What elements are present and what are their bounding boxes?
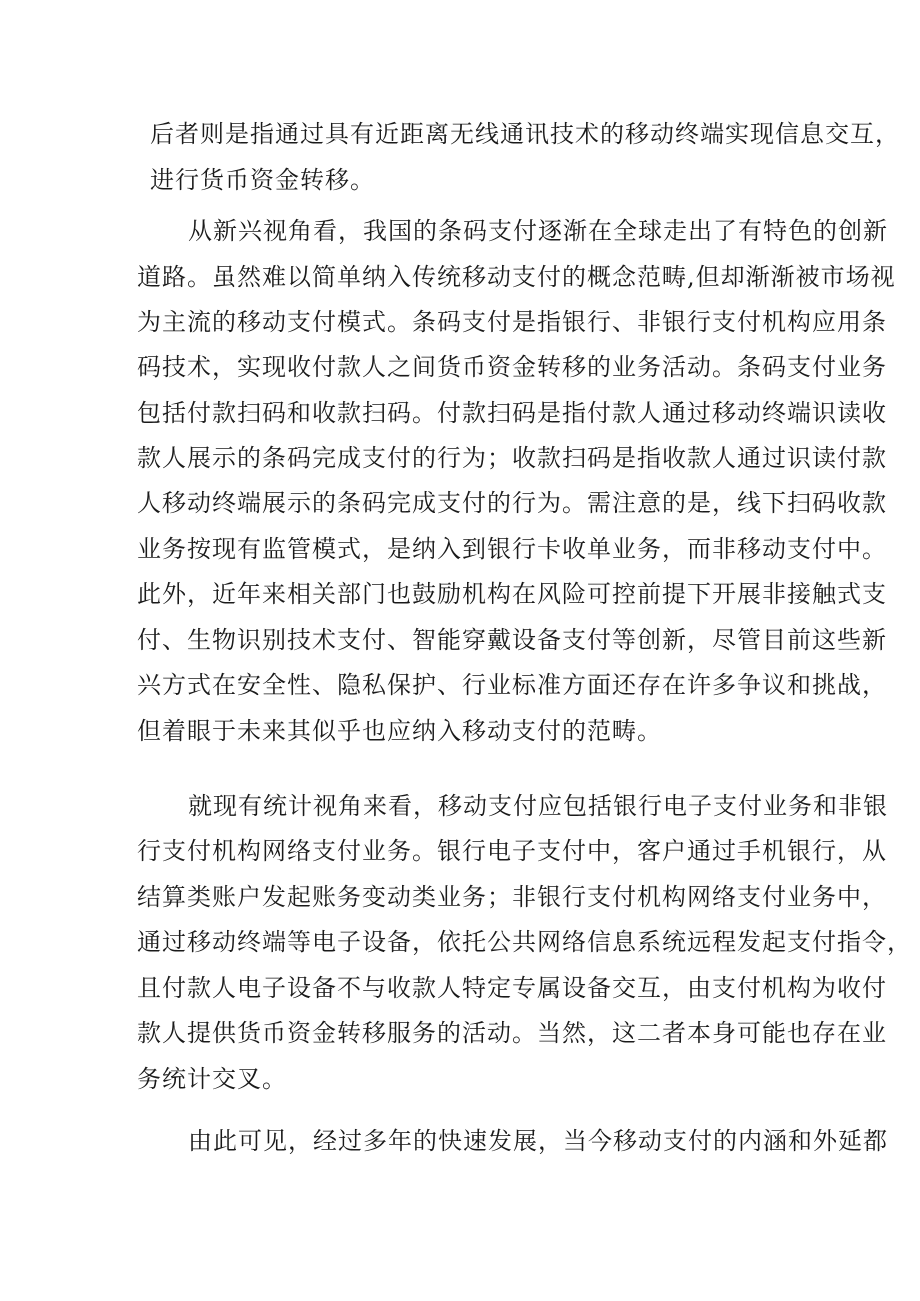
paragraph-2-line-11: 兴方式在安全性、隐私保护、行业标准方面还存在许多争议和挑战， bbox=[137, 671, 887, 699]
paragraph-3-line-7: 务统计交叉。 bbox=[137, 1065, 287, 1093]
paragraph-2-line-5: 包括付款扫码和收款扫码。付款扫码是指付款人通过移动终端识读收 bbox=[137, 399, 887, 427]
paragraph-1-line-1: 后者则是指通过具有近距离无线通讯技术的移动终端实现信息交互， bbox=[150, 120, 900, 148]
paragraph-3-line-1: 就现有统计视角来看，移动支付应包括银行电子支付业务和非银 bbox=[188, 792, 888, 820]
paragraph-2-line-1: 从新兴视角看，我国的条码支付逐渐在全球走出了有特色的创新 bbox=[188, 217, 888, 245]
paragraph-3-line-6: 款人提供货币资金转移服务的活动。当然，这二者本身可能也存在业 bbox=[137, 1019, 887, 1047]
paragraph-2-line-8: 业务按现有监管模式，是纳入到银行卡收单业务，而非移动支付中。 bbox=[137, 535, 887, 563]
paragraph-2-line-12: 但着眼于未来其似乎也应纳入移动支付的范畴。 bbox=[137, 717, 662, 745]
paragraph-2-line-7: 人移动终端展示的条码完成支付的行为。需注意的是，线下扫码收款 bbox=[137, 489, 887, 517]
paragraph-2-line-3: 为主流的移动支付模式。条码支付是指银行、非银行支付机构应用条 bbox=[137, 308, 887, 336]
paragraph-3-line-4: 通过移动终端等电子设备，依托公共网络信息系统远程发起支付指令， bbox=[137, 928, 912, 956]
paragraph-1-line-2: 进行货币资金转移。 bbox=[150, 166, 375, 194]
paragraph-2-line-9: 此外，近年来相关部门也鼓励机构在风险可控前提下开展非接触式支 bbox=[137, 580, 887, 608]
paragraph-2-line-4: 码技术，实现收付款人之间货币资金转移的业务活动。条码支付业务 bbox=[137, 353, 887, 381]
paragraph-2-line-6: 款人展示的条码完成支付的行为；收款扫码是指收款人通过识读付款 bbox=[137, 444, 887, 472]
paragraph-4-line-1: 由此可见，经过多年的快速发展，当今移动支付的内涵和外延都 bbox=[188, 1127, 888, 1155]
paragraph-3-line-3: 结算类账户发起账务变动类业务；非银行支付机构网络支付业务中， bbox=[137, 883, 887, 911]
paragraph-3-line-2: 行支付机构网络支付业务。银行电子支付中，客户通过手机银行，从 bbox=[137, 837, 887, 865]
paragraph-3-line-5: 且付款人电子设备不与收款人特定专属设备交互，由支付机构为收付 bbox=[137, 974, 887, 1002]
paragraph-2-line-10: 付、生物识别技术支付、智能穿戴设备支付等创新，尽管目前这些新 bbox=[137, 626, 887, 654]
paragraph-2-line-2: 道路。虽然难以简单纳入传统移动支付的概念范畴,但却渐渐被市场视 bbox=[137, 263, 896, 291]
